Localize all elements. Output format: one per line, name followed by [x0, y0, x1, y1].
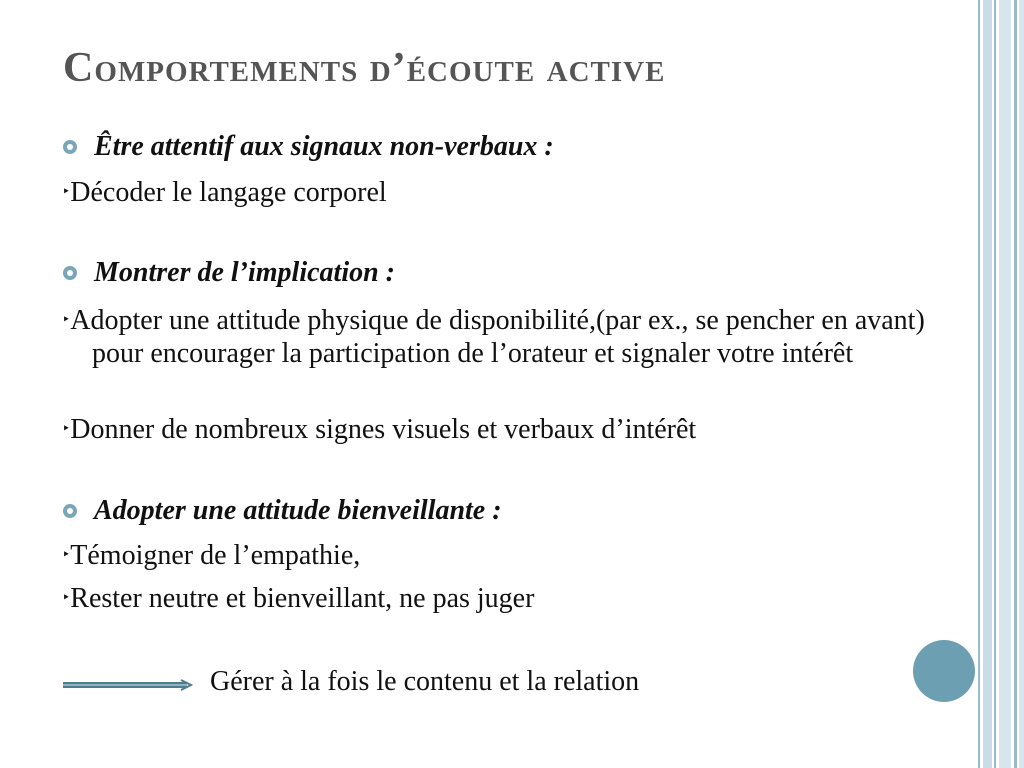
triangle-bullet-icon: ‣ [62, 422, 71, 437]
circle-bullet-icon [63, 266, 77, 280]
list-item-text: Décoder le langage corporel [70, 177, 387, 208]
list-item-text: Adopter une attitude physique de disponibilité,(par ex., se pencher en avant) pour encourager la participation de l’orateur et signaler votre intérêt [70, 305, 925, 369]
list-item-text: Donner de nombreux signes visuels et verbaux d’intérêt [70, 414, 697, 445]
list-item [62, 582, 956, 615]
list-item [62, 413, 956, 446]
section-heading-text: Adopter une attitude bienveillante : [94, 495, 502, 526]
list-item [62, 304, 952, 370]
triangle-bullet-icon: ‣ [62, 548, 71, 563]
section-heading-text: Montrer de l’implication : [94, 257, 395, 288]
arrow-right-icon [63, 679, 193, 691]
triangle-bullet-icon: ‣ [62, 313, 71, 328]
circle-bullet-icon [63, 140, 77, 154]
list-item-text: Témoigner de l’empathie, [70, 540, 361, 571]
list-item [62, 539, 956, 572]
section-heading-implication [63, 257, 395, 289]
triangle-bullet-icon: ‣ [62, 185, 71, 200]
section-heading-text: Être attentif aux signaux non-verbaux : [94, 131, 554, 162]
decorative-stripe [1019, 0, 1024, 768]
section-heading-nonverbal [63, 131, 554, 163]
conclusion-text: Gérer à la fois le contenu et la relation [210, 666, 640, 697]
slide-title: Comportements d’écoute active [63, 45, 666, 91]
decorative-stripe [978, 0, 980, 768]
decorative-stripe [1014, 0, 1017, 768]
list-item [62, 176, 956, 209]
section-heading-bienveillance [63, 495, 502, 527]
decorative-circle [913, 640, 975, 702]
circle-bullet-icon [63, 504, 77, 518]
decorative-stripe [999, 0, 1011, 768]
list-item-text: Rester neutre et bienveillant, ne pas juger [70, 583, 535, 614]
decorative-stripe [983, 0, 992, 768]
decorative-stripe [994, 0, 996, 768]
triangle-bullet-icon: ‣ [62, 591, 71, 606]
